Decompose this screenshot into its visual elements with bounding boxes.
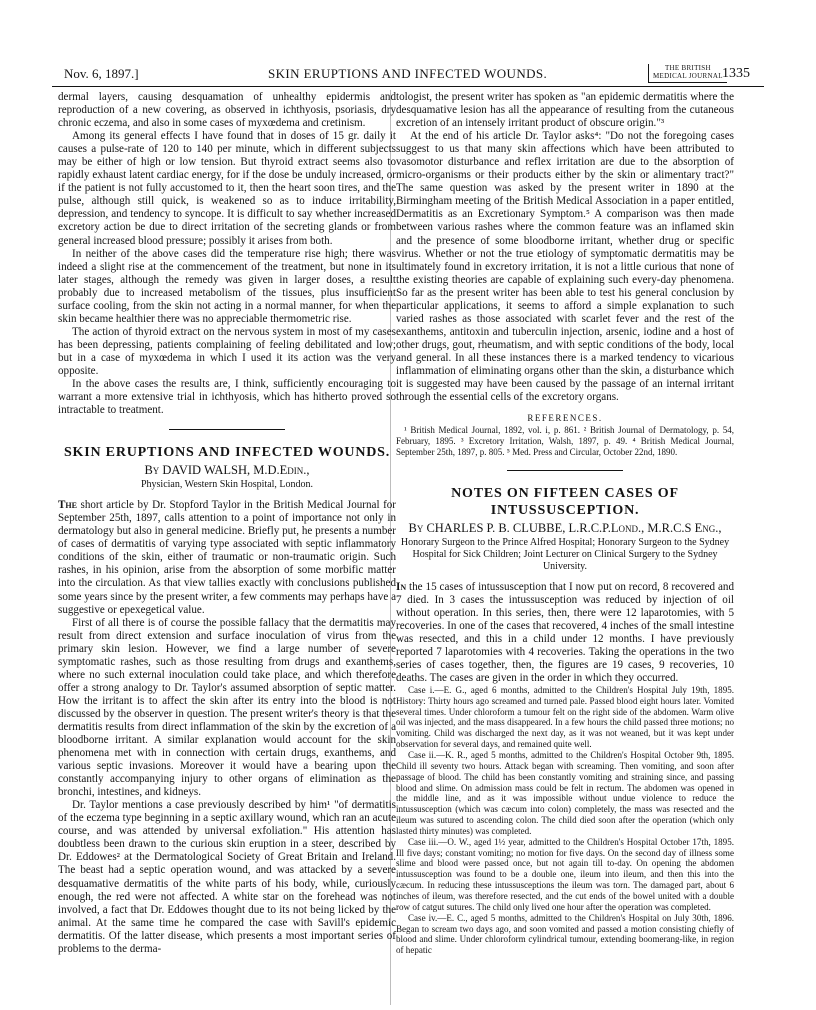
case-report: Case iii.—O. W., aged 1½ year, admitted to the Children's Hospital October 17th, 1895. Ill five days; constant vomiting; no motion for five days. On the second day of illness some slime and blood were passed once, but not again till to-day. On opening the abdomen intussusception was found to be a double one, ileum into ileum, and then this into the cæcum. In reducing these intussusceptions the ileum was torn. The damaged part, about 6 inches of ileum, was therefore resected, and the cut ends of the bowel united with a double row of catgut sutures. The child only lived one hour after the operation was completed. [396,836,734,912]
article-paragraph [58,499,396,616]
running-title: SKIN ERUPTIONS AND INFECTED WOUNDS. [268,66,548,81]
page-number: 1335 [722,66,750,81]
article-paragraph: tologist, the present writer has spoken as "an epidemic dermatitis where the desquamative lesion has all the appearance of resulting from the cutaneous excretion of an intensely irritant product of obscure origin."³ [396,91,734,130]
case-report: Case ii.—K. R., aged 5 months, admitted to the Children's Hospital October 9th, 1895. Child ill seventy two hours. Attack began with screaming. Then vomiting, and soon after passage of blood. The child has been constantly vomiting and straining since, and passing blood and slime. On admission mass could be felt in rectum. The abdomen was opened in the middle line, and as it was impossible without undue violence to reduce the intussusception (which was cæcum into colon) completely, the mass was resected and the ileum was sutured to ascending colon. The child died soon after the operation (which only lasted thirty minutes) was completed. [396,750,734,836]
issue-date: Nov. 6, 1897.] [64,66,139,81]
author-affiliation: Honorary Surgeon to the Prince Alfred Hospital; Honorary Surgeon to the Sydney Hospital for Sick Children; Joint Lecturer on Clinical Surgery to the Sydney University. [400,536,730,572]
dropcap: The [58,499,77,512]
author-byline: By DAVID WALSH, M.D.Edin., [144,463,310,478]
references-heading: REFERENCES. [527,413,603,424]
article-title: NOTES ON FIFTEEN CASES OF INTUSSUSCEPTION. [451,485,679,518]
running-head [52,64,764,84]
continuation-paragraph: In the above cases the results are, I think, sufficiently encouraging to warrant a more extensive trial in ichthyosis, which has hitherto proved so intractable to treatment. [58,378,396,417]
journal-logo [648,64,727,83]
article-paragraph: At the end of his article Dr. Taylor asks⁴: "Do not the foregoing cases suggest to us that many skin affections which have been attributed to vasomotor disturbance and reflex irritation are due to the absorption of micro-organisms or their products either by the skin or alimentary tract?" The same question was asked by the present writer in 1890 at the Birmingham meeting of the British Medical Association in a paper entitled, Dermatitis as an Excretionary Symptom.⁵ A comparison was then made between various rashes where the common feature was an inflamed skin and the presence of some bloodborne irritant, whether drug or specific virus. Whether or not the true etiology of symptomatic dermatitis may be ultimately found in excretory irritation, it is not a little curious that none of the existing theories are capable of explaining such every-day phenomena. So far as the present writer has been able to test his general conclusion by particular applications, it seems to afford a simple explanation to such varied rashes as those associated with scarlet fever and the rest of the exanthems, antitoxin and tuberculin injection, arsenic, iodine and a host of other drugs, gout, rheumatism, and with septic conditions of the body, local and general. In all these instances there is a marked tendency to vicarious inflammation of eliminating organs other than the skin, a disturbance which it is suggested may have been caused by the passage of an internal irritant through the essential cells of the excretory organs. [396,130,734,404]
continuation-paragraph: dermal layers, causing desquamation of unhealthy epidermis and reproduction of a new covering, as observed in ichthyosis, psoriasis, dry chronic eczema, and also in some cases of myxœdema and cretinism. [58,91,396,130]
article-separator [169,429,285,430]
journal-logo-line1: THE BRITISH [664,64,711,72]
article-title: SKIN ERUPTIONS AND INFECTED WOUNDS. [63,445,391,461]
left-column [58,91,396,956]
author-affiliation: Physician, Western Skin Hospital, London. [140,479,314,491]
continuation-paragraph: The action of thyroid extract on the nervous system in most of my cases has been depressing, patients complaining of feeling debilitated and low; but in a case of myxœdema in which I used it its action was the very opposite. [58,325,396,377]
journal-logo-line2: MEDICAL JOURNAL [653,72,723,80]
dropcap: In [396,580,407,593]
header-rule [52,86,764,87]
article-separator [507,470,623,471]
continuation-paragraph: Among its general effects I have found that in doses of 15 gr. daily it causes a pulse-rate of 120 to 140 per minute, which in different subjects may be either of high or low tension. But thyroid extract seems also to rapidly exhaust latent cardiac energy, for if the dose be unduly increased, or if the patient is not fully accustomed to it, then the heart soon tires, and the pulse, although still quick, is weakened so as to induce irritability, depression, and tendency to syncope. It is difficult to say whether increased excretory action be due to direct irritation of the secreting glands or from general increased blood pressure; possibly it arises from both. [58,130,396,247]
case-report: Case iv.—E. C., aged 5 months, admitted to the Children's Hospital on July 30th, 1896. Began to scream two days ago, and soon vomited and passed a motion consisting chiefly of blood and slime. Under chloroform cylindrical tumour, extending boomerang-like, in region of hepatic [396,912,734,956]
intro-paragraph [396,581,734,685]
article-paragraph: Dr. Taylor mentions a case previously described by him¹ "of dermatitis of the eczema type beginning in a septic axillary wound, which ran an acute course, and was attended by universal exfoliation." His attention has doubtless been drawn to the curious skin eruption in a steer, described by Dr. Eddowes² at the Dermatological Society of Great Britain and Ireland. The beast had a septic operation wound, and was attacked by a severe desquamative dermatitis of the white parts of his body, while, curiously enough, the red were not affected. A white star on the forehead was not involved, a fact that Dr. Eddowes thought due to its not being licked by the animal. At the same time he compared the case with Savill's epidemic dermatitis. Of the latter disease, which presents a most important series of problems to the derma- [58,799,396,955]
intro-paragraph-text: the 15 cases of intussusception that I now put on record, 8 recovered and 7 died. In 3 cases the intussusception was reduced by injection of oil without operation. In this series, then, there were 12 laparotomies, with 5 recoveries. In one of the cases that recovered, 4 inches of the small intestine was resected, and this in a child under 12 months. I have previously reported 7 laparotomies with 4 recoveries. Taking the operations in the two series of cases together, then, the figures are 19 cases, 9 recoveries, 10 deaths. The cases are given in the order in which they occurred. [396,580,734,684]
article-paragraph-text: short article by Dr. Stopford Taylor in the British Medical Journal for September 25th, 1897, calls attention to a point of importance not only in dermatology but also in general medicine. Briefly put, he presents a number of cases of dermatitis of varying type associated with septic inflammatory conditions of the skin, either of traumatic or non-traumatic origin. Such rashes, in his opinion, arise from the absorption of some morbific matter into the circulation. As that view tallies exactly with conclusions published some years since by the present writer, a few comments may perhaps have a suggestive or epexegetical value. [58,499,396,616]
continuation-paragraph: In neither of the above cases did the temperature rise high; there was indeed a slight rise at the commencement of the treatment, but none in its later stages, although the remedy was given in larger doses, a result probably due to increased metabolism of the tissues, plus insufficient surface cooling, from the skin not acting in a normal manner, for when the skin became healthier there was no appreciable thermometric rise. [58,247,396,325]
right-column [396,91,734,956]
case-report: Case i.—E. G., aged 6 months, admitted to the Children's Hospital July 19th, 1895. History: Thirty hours ago screamed and turned pale. Passed blood eight hours later. Vomited several times. Under chloroform a tumour felt on the right side of the abdomen. Warm olive oil was injected, and the mass disappeared. In a few hours the child passed three motions; no vomiting. Child was discharged the next day, as it was not weaned, but it was kept under observation for several days, and remained quite well. [396,684,734,750]
references-list: ¹ British Medical Journal, 1892, vol. i, p. 861. ² British Journal of Dermatology, p. 54, February, 1895. ³ Excretory Irritation, Walsh, 1897, p. 49. ⁴ British Medical Journal, September 25th, 1897, p. 805. ⁵ Med. Press and Circular, October 22nd, 1890. [396,425,734,457]
author-byline: By CHARLES P. B. CLUBBE, L.R.C.P.Lond., M.R.C.S Eng., [408,520,722,535]
article-paragraph: First of all there is of course the possible fallacy that the dermatitis may result from direct extension and surface inoculation of virus from the primary skin lesion. However, we find a large number of severe symptomatic rashes, such as those resulting from drugs and exanthems, where no such external inoculation could take place, and which therefore offer a strong analogy to Dr. Taylor's assumed absorption of septic matter. How the irritant is to affect the skin after its entry into the blood is not discussed by the observer in question. The present writer's theory is that the dermatitis results from direct inflammation of the skin by the excretion of a bloodborne irritant. A similar explanation would account for the skin phenomena met with in connection with certain drugs, exanthems, and various septic invasions. Moreover it would have a bearing upon the constantly accompanying injury to other organs of elimination as the bronchi, intestines, and kidneys. [58,616,396,799]
